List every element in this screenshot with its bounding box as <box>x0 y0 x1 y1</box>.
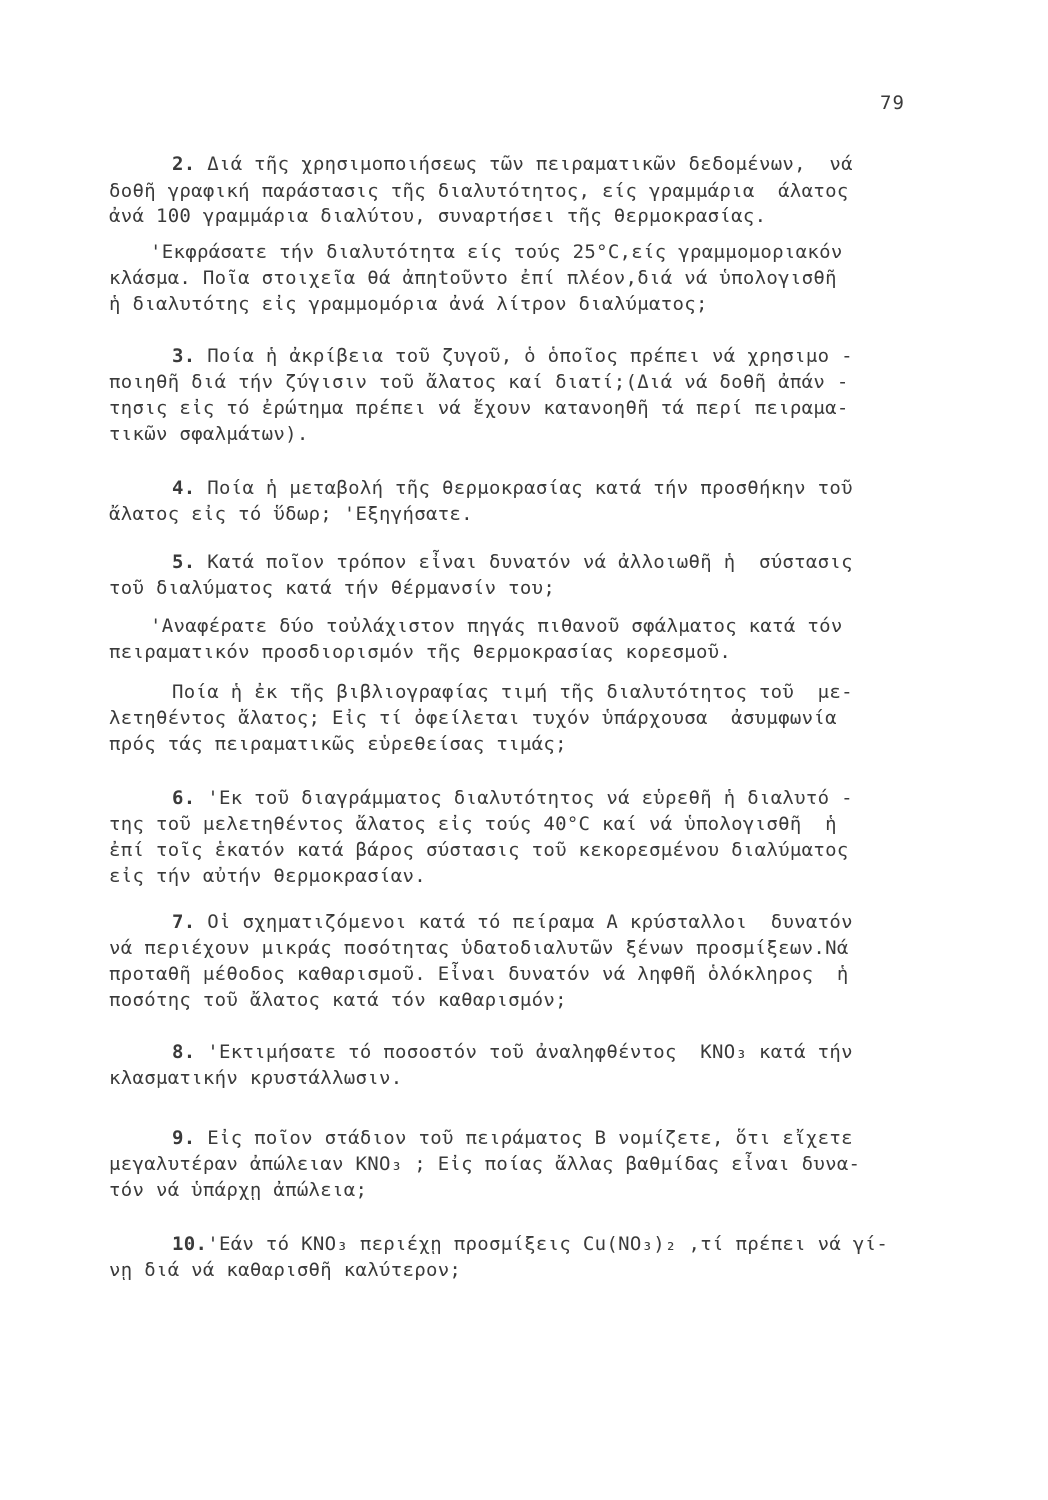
line-text: ἄλατος εἰς τό ὕδωρ; 'Εξηγήσατε. <box>109 503 473 525</box>
text-line <box>109 864 426 888</box>
line-text: τοῦ διαλύματος κατά τήν θέρμανσίν του; <box>109 577 556 599</box>
text-line <box>172 680 853 704</box>
line-text: 'Εκφράσατε τήν διαλυτότητα είς τούς 25°C,είς γραμμομοριακόν <box>150 241 843 263</box>
line-text: Οἱ σχηματιζόμενοι κατά τό πείραμα Α κρύσταλλοι δυνατόν <box>195 911 853 933</box>
line-text: πρός τάς πειραματικῶς εὑρεθείσας τιμάς; <box>109 733 567 755</box>
line-text: δοθῆ γραφική παράστασις τῆς διαλυτότητος, είς γραμμάρια άλατος <box>109 180 849 202</box>
line-text: Εἰς ποῖον στάδιον τοῦ πειράματος Β νομίζετε, ὅτι εἴχετε <box>195 1127 853 1149</box>
question-number: 5. <box>172 551 196 573</box>
text-line <box>109 732 567 756</box>
question-number: 2. <box>172 153 196 175</box>
text-line <box>109 1178 367 1202</box>
line-text: Ποία ἡ ἐκ τῆς βιβλιογραφίας τιμή τῆς διαλυτότητος τοῦ με- <box>172 681 853 703</box>
line-text: ἡ διαλυτότης εἰς γραμμομόρια ἀνά λίτρον διαλύματος; <box>109 293 708 315</box>
text-line <box>109 640 731 664</box>
text-line <box>109 502 473 526</box>
line-text: Ποία ἡ μεταβολή τῆς θερμοκρασίας κατά τήν προσθήκην τοῦ <box>195 477 853 499</box>
text-line <box>109 179 849 203</box>
text-line <box>109 812 837 836</box>
line-text: τόν νά ὑπάρχῃ ἀπώλεια; <box>109 1179 368 1201</box>
text-line <box>109 266 837 290</box>
text-line <box>172 152 853 176</box>
text-line <box>172 344 853 368</box>
line-text: ποιηθῆ διά τήν ζύγισιν τοῦ ἄλατος καί διατί;(Διά νά δοθῆ ἀπάν - <box>109 371 849 393</box>
question-number: 3. <box>172 345 196 367</box>
question-number: 7. <box>172 911 196 933</box>
line-text: ἀνά 100 γραμμάρια διαλύτου, συναρτήσει τῆς θερμοκρασίας. <box>109 205 767 227</box>
question-number: 8. <box>172 1041 196 1063</box>
text-line <box>172 550 853 574</box>
line-text: ἐπί τοῖς ἑκατόν κατά βάρος σύστασις τοῦ κεκορεσμένου διαλύματος <box>109 839 849 861</box>
line-text: ποσότης τοῦ ἄλατος κατά τόν καθαρισμόν; <box>109 989 567 1011</box>
text-line <box>172 910 853 934</box>
text-line <box>150 614 843 638</box>
text-line <box>109 204 766 228</box>
line-text: 'Αναφέρατε δύο τοὐλάχιστον πηγάς πιθανοῦ σφάλματος κατά τόν <box>150 615 843 637</box>
text-line <box>109 370 849 394</box>
text-line <box>172 476 853 500</box>
line-text: τησις εἰς τό ἐρώτημα πρέπει νά ἔχουν κατανοηθῆ τά περί πειραμα- <box>109 397 849 419</box>
text-line <box>109 988 567 1012</box>
text-line <box>172 786 853 810</box>
text-line <box>109 962 849 986</box>
text-line <box>172 1040 853 1064</box>
line-text: πειραματικόν προσδιορισμόν τῆς θερμοκρασίας κορεσμοῦ. <box>109 641 732 663</box>
text-line <box>172 1232 888 1256</box>
line-text: 'Εκ τοῦ διαγράμματος διαλυτότητος νά εὑρεθῆ ἡ διαλυτό - <box>195 787 853 809</box>
text-line <box>109 576 555 600</box>
line-text: νά περιέχουν μικράς ποσότητας ὑδατοδιαλυτῶν ξένων προσμίξεων.Νά <box>109 937 849 959</box>
question-number: 4. <box>172 477 196 499</box>
text-line <box>109 706 837 730</box>
question-number: 6. <box>172 787 196 809</box>
line-text: 'Εάν τό KNO₃ περιέχῃ προσμίξεις Cu(NO₃)₂ ,τί πρέπει νά γί- <box>207 1233 889 1255</box>
page-number: 79 <box>880 92 905 114</box>
line-text: τικῶν σφαλμάτων). <box>109 423 309 445</box>
text-line <box>109 292 708 316</box>
line-text: της τοῦ μελετηθέντος ἄλατος εἰς τούς 40°C καί νά ὑπολογισθῆ ἡ <box>109 813 837 835</box>
line-text: προταθῆ μέθοδος καθαρισμοῦ. Εἶναι δυνατόν νά ληφθῆ ὁλόκληρος ἡ <box>109 963 849 985</box>
line-text: εἰς τήν αὐτήν θερμοκρασίαν. <box>109 865 426 887</box>
text-line <box>109 838 849 862</box>
text-line <box>109 422 309 446</box>
text-line <box>109 1066 402 1090</box>
text-line <box>172 1126 853 1150</box>
line-text: Διά τῆς χρησιμοποιήσεως τῶν πειραματικῶν δεδομένων, νά <box>195 153 853 175</box>
text-line <box>109 396 849 420</box>
line-text: Ποία ἡ ἀκρίβεια τοῦ ζυγοῦ, ὁ ὁποῖος πρέπει νά χρησιμο - <box>195 345 853 367</box>
question-number: 10. <box>172 1233 208 1255</box>
line-text: Κατά ποῖον τρόπον εἶναι δυνατόν νά ἀλλοιωθῆ ἡ σύστασις <box>195 551 853 573</box>
line-text: κλάσμα. Ποῖα στοιχεῖα θά ἀπηtοῦντο ἐπί πλέον,διά νά ὑπολογισθῆ <box>109 267 837 289</box>
line-text: 'Εκτιμήσατε τό ποσοστόν τοῦ ἀναληφθέντος KNO₃ κατά τήν <box>195 1041 853 1063</box>
question-number: 9. <box>172 1127 196 1149</box>
line-text: κλασματικήν κρυστάλλωσιν. <box>109 1067 403 1089</box>
line-text: λετηθέντος ἄλατος; Εἰς τί ὀφείλεται τυχόν ὑπάρχουσα ἀσυμφωνία <box>109 707 837 729</box>
line-text: νῃ διά νά καθαρισθῆ καλύτερον; <box>109 1259 462 1281</box>
text-line <box>109 1258 461 1282</box>
text-line <box>109 936 849 960</box>
text-line <box>150 240 843 264</box>
line-text: μεγαλυτέραν ἀπώλειαν KNO₃ ; Εἰς ποίας ἄλλας βαθμίδας εἶναι δυνα- <box>109 1153 861 1175</box>
text-line <box>109 1152 860 1176</box>
